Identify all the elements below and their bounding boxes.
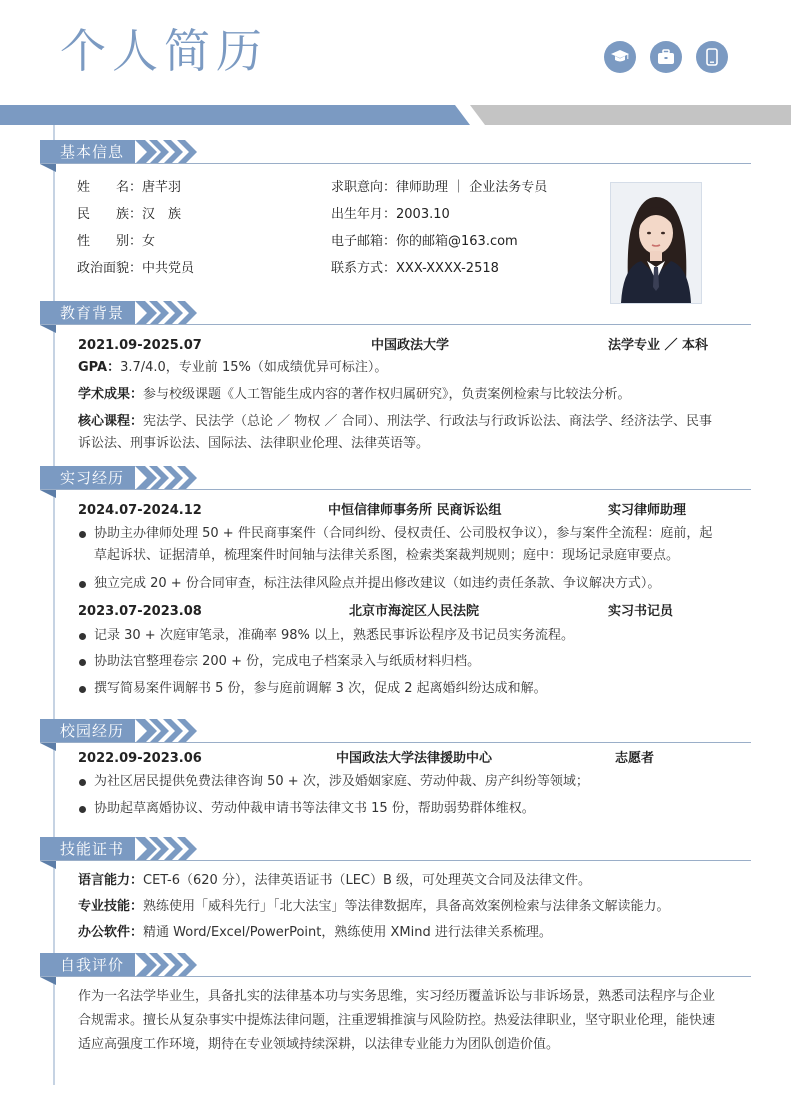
internship-date: 2023.07-2023.08 <box>78 604 202 619</box>
profile-photo <box>610 182 702 304</box>
section-stripes <box>135 719 215 743</box>
basic-job-intent: 求职意向：律师助理 ｜ 企业法务专员 <box>331 180 548 195</box>
section-internship <box>40 466 751 696</box>
basic-name: 姓 名：唐芊羽 <box>77 180 182 195</box>
list-item: 协助主办律师处理 50 + 件民商事案件（合同纠纷、侵权责任、公司股权争议），参与案件全流程：庭前，起 草起诉状、证据清单，梳理案件时间轴与法律关系图，检索类案裁判规则；庭中：现场记录庭审要点。 <box>78 523 740 567</box>
skill-language: 语言能力：CET-6（620 分），法律英语证书（LEC）B 级，可处理英文合同及法律文件。 <box>78 873 592 888</box>
internship-org: 中恒信律师事务所 民商诉讼组 <box>328 503 502 518</box>
section-notch <box>40 164 56 172</box>
page-title: 个人简历 <box>60 24 268 78</box>
basic-gender: 性 别：女 <box>77 234 156 249</box>
section-basic-info <box>40 140 751 164</box>
education-entry-header <box>78 336 738 356</box>
section-title: 实习经历 <box>40 466 135 490</box>
skill-office: 办公软件：精通 Word/Excel/PowerPoint，熟练使用 XMind 进行法律关系梳理。 <box>78 925 552 940</box>
section-title: 基本信息 <box>40 140 135 164</box>
internship-role: 实习书记员 <box>608 604 674 619</box>
skill-professional: 专业技能：熟练使用「威科先行」「北大法宝」等法律数据库，具备高效案例检索与法律条文解读能力。 <box>78 899 670 914</box>
section-rule <box>40 324 751 325</box>
list-item: 记录 30 + 次庭审笔录，准确率 98% 以上，熟悉民事诉讼程序及书记员实务流程。 <box>78 625 740 647</box>
basic-email: 电子邮箱：你的邮箱@163.com <box>331 234 518 249</box>
section-rule <box>40 860 751 861</box>
section-skills <box>40 837 751 940</box>
campus-date: 2022.09-2023.06 <box>78 751 202 766</box>
section-title: 校园经历 <box>40 719 135 743</box>
internship-date: 2024.07-2024.12 <box>78 503 202 518</box>
header-band <box>0 105 791 125</box>
education-date: 2021.09-2025.07 <box>78 338 202 353</box>
graduation-cap-icon <box>604 41 636 73</box>
section-stripes <box>135 140 215 164</box>
education-school: 中国政法大学 <box>371 338 450 353</box>
section-stripes <box>135 837 215 861</box>
education-courses: 核心课程：宪法学、民法学（总论 ／ 物权 ／ 合同）、刑法学、行政法与行政诉讼法、商法学、经济法学、民事 诉讼法、刑事诉讼法、国际法、法律职业伦理、法律英语等。 <box>78 414 713 451</box>
section-stripes <box>135 466 215 490</box>
timeline-line <box>53 125 55 1085</box>
basic-phone: 联系方式：XXX-XXXX-2518 <box>331 261 499 276</box>
internship-role: 实习律师助理 <box>608 503 687 518</box>
section-stripes <box>135 301 215 325</box>
section-rule <box>40 976 751 977</box>
section-self-evaluation <box>40 953 751 1052</box>
list-item: 协助法官整理卷宗 200 + 份，完成电子档案录入与纸质材料归档。 <box>78 651 740 673</box>
section-rule <box>40 163 751 164</box>
section-title: 自我评价 <box>40 953 135 977</box>
campus-entry-header <box>78 749 738 769</box>
section-notch <box>40 861 56 869</box>
section-notch <box>40 325 56 333</box>
internship-org: 北京市海淀区人民法院 <box>349 604 480 619</box>
list-item: 为社区居民提供免费法律咨询 50 + 次，涉及婚姻家庭、劳动仲裁、房产纠纷等领域； <box>78 771 740 793</box>
section-stripes <box>135 953 215 977</box>
campus-org: 中国政法大学法律援助中心 <box>336 751 493 766</box>
section-education <box>40 301 751 451</box>
basic-birth: 出生年月：2003.10 <box>331 207 450 222</box>
section-notch <box>40 977 56 985</box>
list-item: 撰写简易案件调解书 5 份，参与庭前调解 3 次，促成 2 起离婚纠纷达成和解。 <box>78 678 740 700</box>
self-evaluation-text: 作为一名法学毕业生，具备扎实的法律基本功与实务思维，实习经历覆盖诉讼与非诉场景，熟悉司法程序与企业 合规需求。擅长从复杂事实中提炼法律问题，注重逻辑推演与风险防控。热爱法律职业，坚守职业伦理，能快速 适应高强度工作环境，期待在专业领域持续深耕，以法律专业能力为团队创造价值。 <box>78 989 716 1052</box>
education-gpa: GPA：3.7/4.0，专业前 15%（如成绩优异可标注）。 <box>78 360 388 375</box>
section-campus <box>40 719 751 816</box>
phone-icon <box>696 41 728 73</box>
section-rule <box>40 489 751 490</box>
education-major: 法学专业 ／ 本科 <box>608 338 709 353</box>
section-notch <box>40 743 56 751</box>
internship-entry-header <box>78 602 738 622</box>
list-item: 独立完成 20 + 份合同审查，标注法律风险点并提出修改建议（如违约责任条款、争议解决方式）。 <box>78 573 740 595</box>
basic-political: 政治面貌：中共党员 <box>77 261 195 276</box>
section-notch <box>40 490 56 498</box>
campus-role: 志愿者 <box>615 751 655 766</box>
section-title: 技能证书 <box>40 837 135 861</box>
briefcase-icon <box>650 41 682 73</box>
basic-ethnicity: 民 族：汉 族 <box>77 207 182 222</box>
education-research: 学术成果：参与校级课题《人工智能生成内容的著作权归属研究》，负责案例检索与比较法分析。 <box>78 387 631 402</box>
section-rule <box>40 742 751 743</box>
section-title: 教育背景 <box>40 301 135 325</box>
internship-entry-header <box>78 501 738 521</box>
header-icons <box>604 41 728 73</box>
list-item: 协助起草离婚协议、劳动仲裁申请书等法律文书 15 份，帮助弱势群体维权。 <box>78 798 740 820</box>
